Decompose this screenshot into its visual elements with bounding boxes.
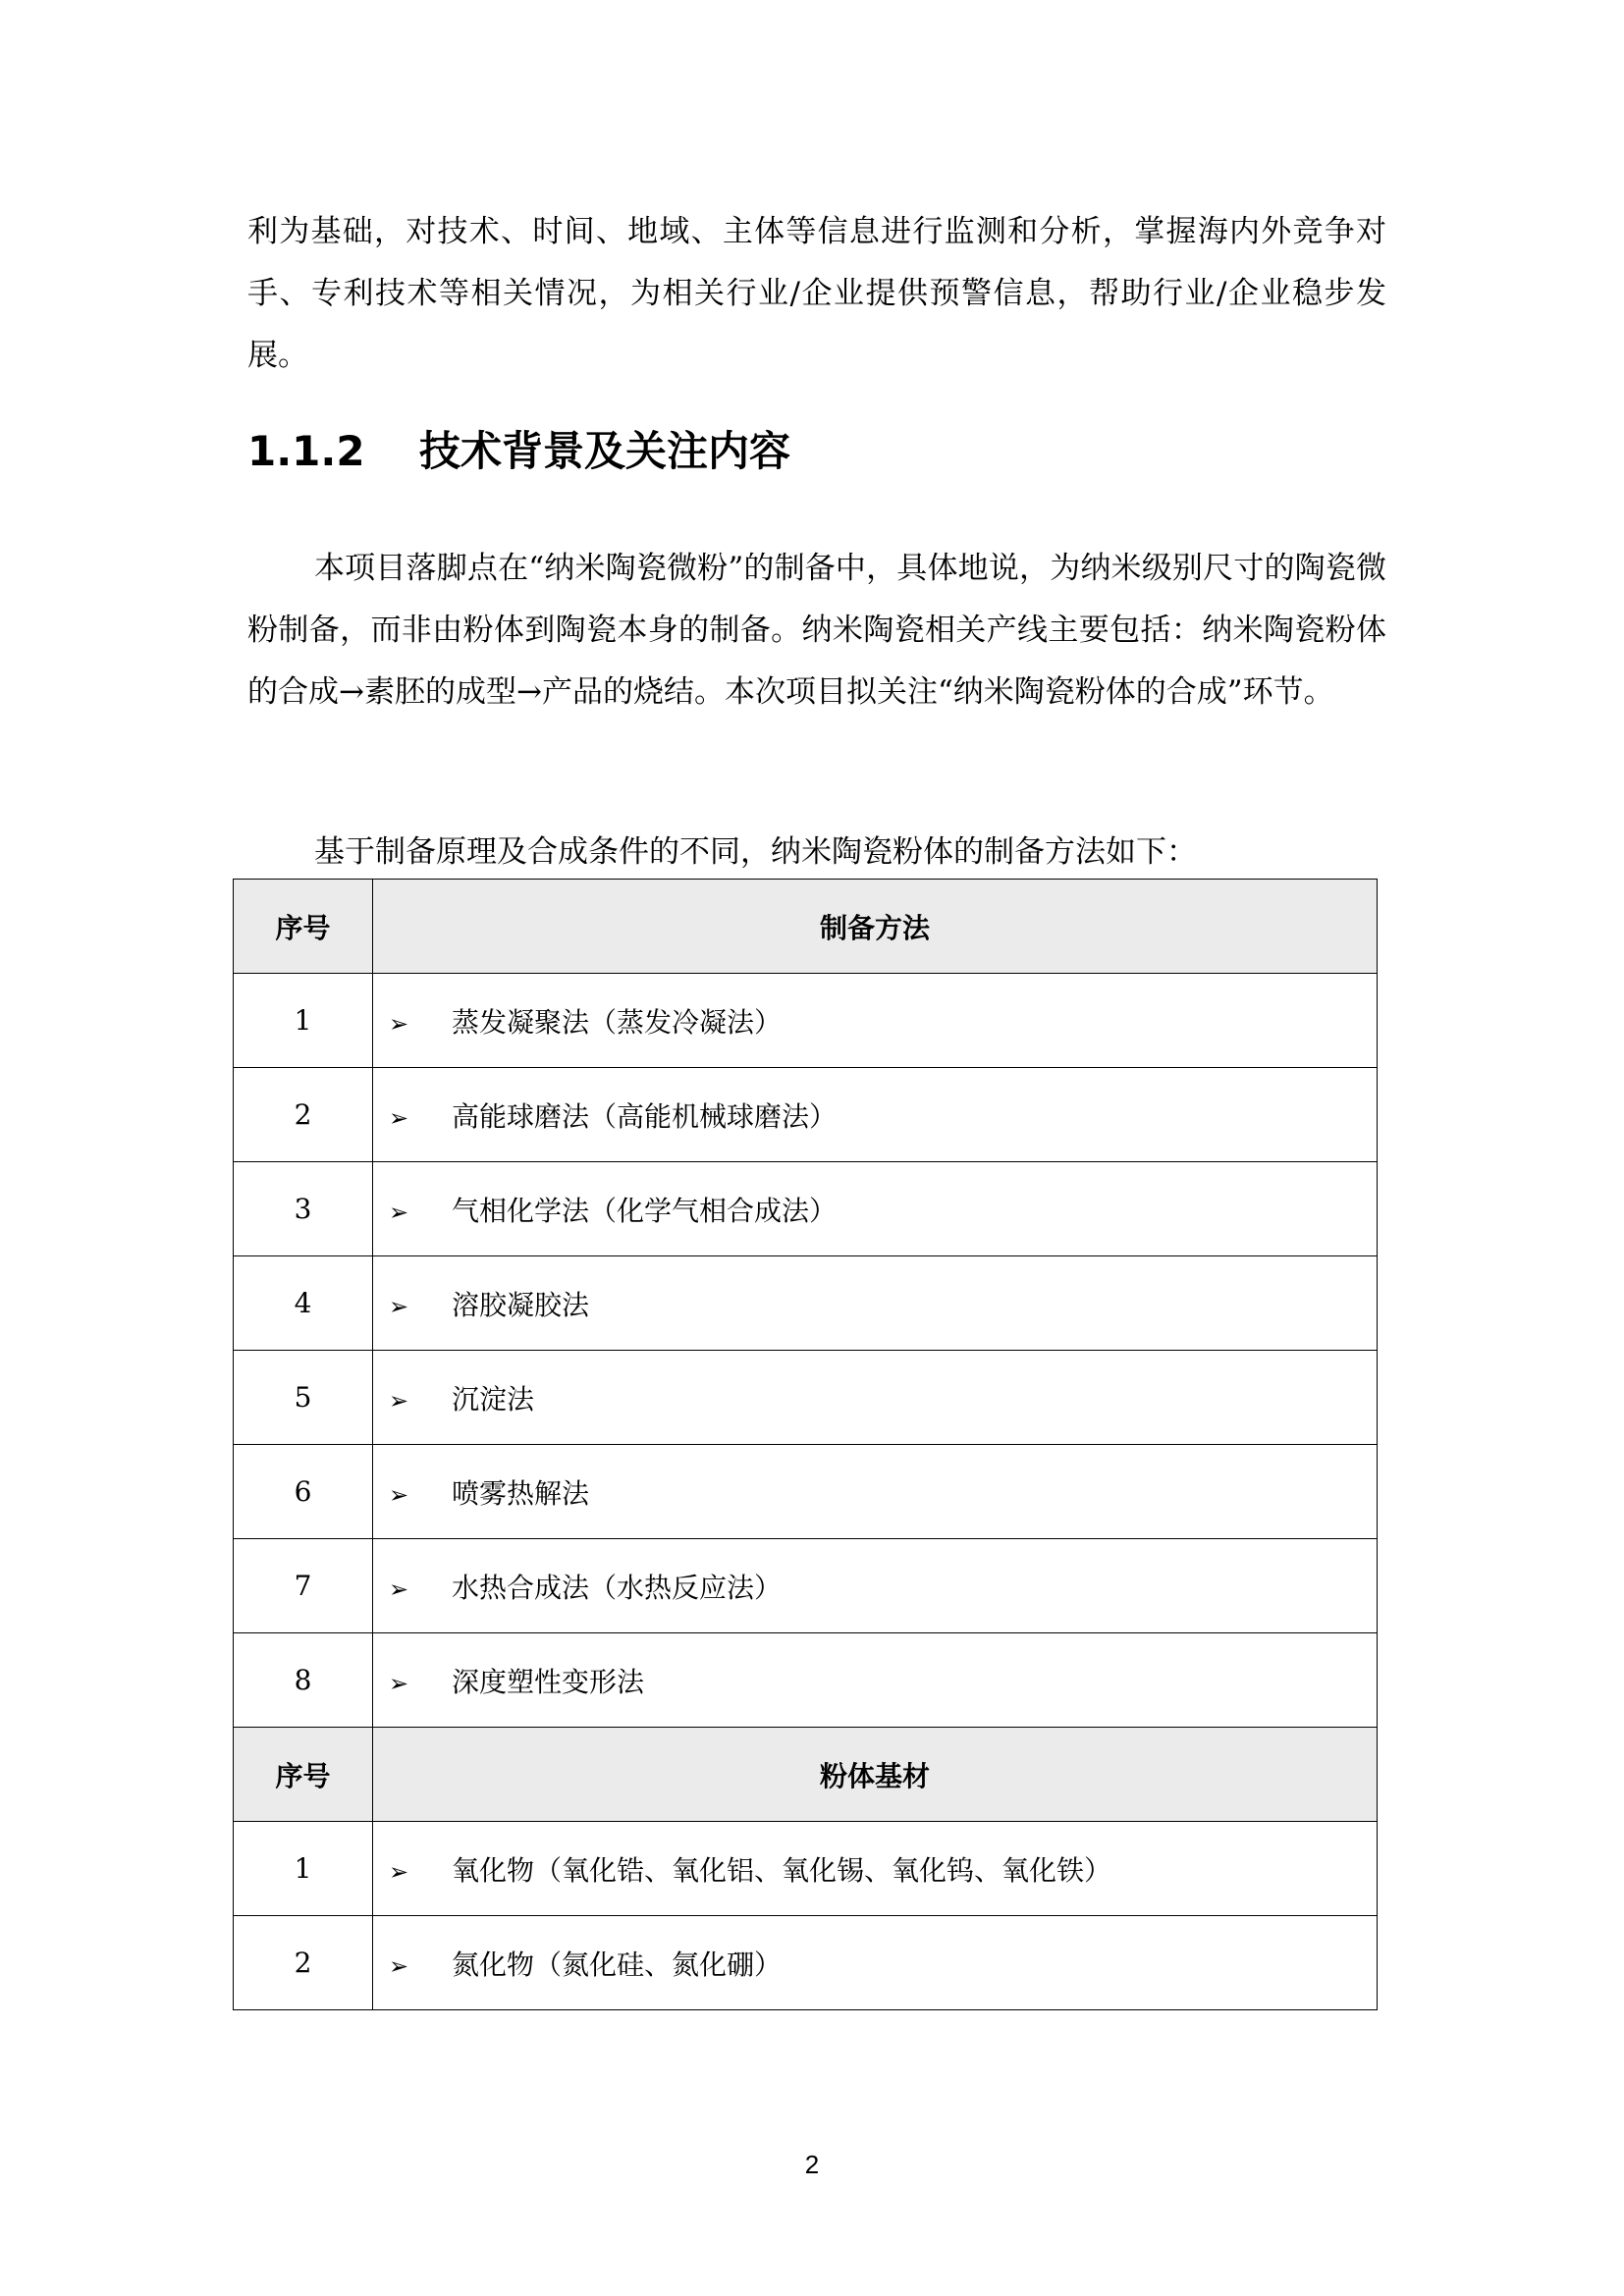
row-number: 5 (234, 1351, 373, 1445)
row-content (373, 1916, 1378, 2010)
bullet-arrow-icon: ➢ (389, 1857, 409, 1886)
row-text: 蒸发凝聚法（蒸发冷凝法） (452, 1005, 783, 1039)
section-number: 1.1.2 (247, 427, 365, 475)
row-number: 1 (234, 974, 373, 1068)
table-row (234, 1445, 1378, 1539)
row-number: 2 (234, 1916, 373, 2010)
header-method-cell: 制备方法 (373, 880, 1378, 974)
paragraph-intro: 本项目落脚点在“纳米陶瓷微粉”的制备中，具体地说，为纳米级别尺寸的陶瓷微粉制备，而非由粉体到陶瓷本身的制备。纳米陶瓷相关产线主要包括：纳米陶瓷粉体的合成→素胚的成型→产品的烧结。本次项目拟关注“纳米陶瓷粉体的合成”环节。 (247, 551, 1386, 710)
row-content (373, 1068, 1378, 1162)
page-number: 2 (804, 2150, 820, 2179)
section-heading (247, 422, 790, 481)
header-material-cell: 粉体基材 (373, 1728, 1378, 1822)
row-content (373, 1633, 1378, 1728)
row-content (373, 1445, 1378, 1539)
row-number: 6 (234, 1445, 373, 1539)
row-text: 喷雾热解法 (452, 1476, 590, 1510)
table-row (234, 1916, 1378, 2010)
header-number-cell: 序号 (234, 1728, 373, 1822)
bullet-arrow-icon: ➢ (389, 1386, 409, 1415)
bullet-arrow-icon: ➢ (389, 1669, 409, 1697)
bullet-arrow-icon: ➢ (389, 1292, 409, 1320)
bullet-arrow-icon: ➢ (389, 1951, 409, 1980)
table-row (234, 1351, 1378, 1445)
row-number: 8 (234, 1633, 373, 1728)
table-header-row (234, 1728, 1378, 1822)
row-number: 7 (234, 1539, 373, 1633)
row-text: 氮化物（氮化硅、氮化硼） (452, 1948, 783, 1981)
table-row (234, 1822, 1378, 1916)
row-content (373, 1539, 1378, 1633)
table-row (234, 1256, 1378, 1351)
row-content (373, 1822, 1378, 1916)
row-number: 2 (234, 1068, 373, 1162)
row-number: 4 (234, 1256, 373, 1351)
bullet-arrow-icon: ➢ (389, 1480, 409, 1509)
paragraph-continuation: 利为基础，对技术、时间、地域、主体等信息进行监测和分析，掌握海内外竞争对手、专利技术等相关情况，为相关行业/企业提供预警信息，帮助行业/企业稳步发展。 (247, 214, 1386, 373)
table-header-row (234, 880, 1378, 974)
row-text: 氧化物（氧化锆、氧化铝、氧化锡、氧化钨、氧化铁） (452, 1853, 1112, 1887)
table-row (234, 1539, 1378, 1633)
row-content (373, 974, 1378, 1068)
table-row (234, 1068, 1378, 1162)
table-row (234, 974, 1378, 1068)
row-content (373, 1162, 1378, 1256)
row-text: 气相化学法（化学气相合成法） (452, 1194, 838, 1227)
row-text: 溶胶凝胶法 (452, 1288, 590, 1321)
row-text: 沉淀法 (452, 1382, 535, 1415)
bullet-arrow-icon: ➢ (389, 1103, 409, 1132)
row-text: 水热合成法（水热反应法） (452, 1571, 783, 1604)
table-row (234, 1162, 1378, 1256)
table-row (234, 1633, 1378, 1728)
methods-table (233, 879, 1378, 2010)
row-number: 3 (234, 1162, 373, 1256)
bullet-arrow-icon: ➢ (389, 1198, 409, 1226)
paragraph-table-lead: 基于制备原理及合成条件的不同，纳米陶瓷粉体的制备方法如下： (314, 834, 1197, 870)
bullet-arrow-icon: ➢ (389, 1009, 409, 1038)
section-title: 技术背景及关注内容 (419, 427, 791, 475)
row-text: 深度塑性变形法 (452, 1665, 645, 1698)
row-number: 1 (234, 1822, 373, 1916)
row-content (373, 1351, 1378, 1445)
row-content (373, 1256, 1378, 1351)
bullet-arrow-icon: ➢ (389, 1575, 409, 1603)
header-number-cell: 序号 (234, 880, 373, 974)
row-text: 高能球磨法（高能机械球磨法） (452, 1099, 838, 1133)
